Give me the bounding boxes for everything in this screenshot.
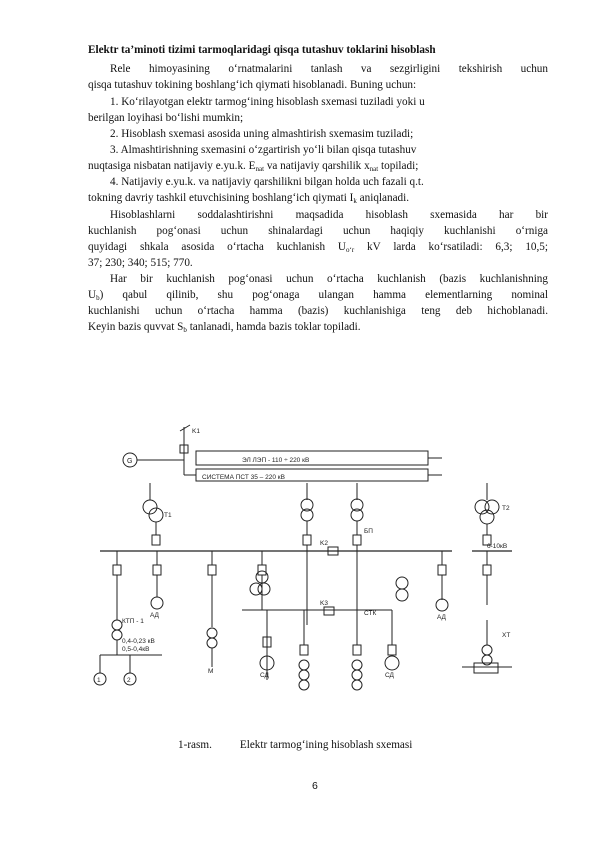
para1-text-b: kV larda ko‘rsatiladi: 6,3; 10,5; [354, 241, 549, 253]
intro-line-2: qisqa tutashuv tokining boshlang‘ich qiymati hisoblanadi. Buning uchun: [88, 79, 417, 91]
step-1-line-1: 1. Ko‘rilayotgan elektr tarmog‘ining hisoblash sxemasi tuziladi yoki u [110, 96, 425, 108]
step-3-text-c: topiladi; [378, 160, 419, 172]
step-4-line-1: 4. Natijaviy e.yu.k. va natijaviy qarshilikni bilgan holda uch fazali q.t. [110, 176, 424, 188]
label-k2: K2 [320, 540, 328, 547]
step-2-line-1: 2. Hisoblash sxemasi asosida uning almashtirish sxemasim tuziladi; [110, 128, 414, 140]
circuit-diagram [92, 405, 524, 697]
label-motor: М [208, 668, 214, 675]
label-ktp: КТП - 1 [122, 618, 144, 625]
label-6-10kv: 6-10кВ [487, 543, 508, 550]
label-xt: XT [502, 632, 511, 639]
subscript-b-1: b [96, 294, 100, 302]
step-3-text-b: va natijaviy qarshilik x [264, 160, 370, 172]
caption-text: Elektr tarmog‘ining hisoblash sxemasi [239, 739, 413, 751]
step-3-line-1: 3. Almashtirishning sxemasini o‘zgartirish yo‘li bilan qisqa tutashuv [110, 144, 417, 156]
step-3-text-a: nuqtasiga nisbatan natijaviy e.yu.k. E [88, 160, 256, 172]
label-node-1: 1 [97, 677, 101, 684]
label-k3: K3 [320, 600, 328, 607]
label-voltage-1: 0,4-0,23 кВ [122, 638, 155, 645]
label-stk: СТК [364, 610, 377, 617]
label-system: СИСТЕМА ПСТ 35 – 220 кВ [202, 474, 285, 481]
label-node-2: 2 [127, 677, 131, 684]
label-transmission-line: ЭЛ ЛЭП - 110 ÷ 220 кВ [242, 457, 310, 464]
para1-line-4: 37; 230; 340; 515; 770. [88, 257, 193, 269]
para2-line-4 [88, 319, 361, 338]
subscript-nat-2: nat [369, 165, 379, 173]
para2-text-b: ) qabul qilinib, shu pog‘onaga ulangan hamma elementlarning nominal [99, 289, 548, 301]
label-ad-2: АД [437, 614, 446, 621]
label-bp: БП [364, 528, 373, 535]
para1-line-1: Hisoblashlarni soddalashtirishni maqsadida hisoblash sxemasida har bir [110, 209, 548, 221]
label-sd-1: СД [260, 672, 269, 679]
caption-number: 1-rasm. [178, 739, 212, 751]
para2-text-d: tanlanadi, hamda bazis toklar topiladi. [186, 321, 361, 333]
step-1-line-2: berilgan loyihasi bo‘lishi mumkin; [88, 112, 244, 124]
page-number: 6 [312, 780, 318, 792]
label-sd-2: СД [385, 672, 394, 679]
para2-line-3: kuchlanishi uchun o‘rtacha hamma (bazis) kuchlanishiga teng deb hichoblanadi. [88, 305, 548, 317]
label-t2: T2 [502, 505, 510, 512]
subscript-or: o‘r [346, 246, 355, 254]
section-heading: Elektr ta’minoti tizimi tarmoqlaridagi qisqa tutashuv toklarini hisoblash [88, 44, 436, 56]
label-t1: T1 [164, 512, 172, 519]
label-generator: G [127, 458, 133, 465]
para1-line-2: kuchlanish pog‘onasi uchun shinalardagi uchun haqiqiy kuchlanishi o‘rniga [88, 225, 548, 237]
step-4-text-a: tokning davriy tashkil etuvchisining boshlang‘ich qiymati I [88, 192, 354, 204]
subscript-nat-1: nat [255, 165, 265, 173]
label-voltage-2: 0,5-0,4кВ [122, 646, 150, 653]
subscript-b-2: b [183, 326, 187, 334]
figure-caption [178, 739, 412, 751]
label-k1: K1 [192, 428, 200, 435]
para2-line-1: Har bir kuchlanish pog‘onasi uchun o‘rtacha kuchlanish (bazis kuchlanishning [110, 273, 548, 285]
step-4-text-b: aniqlanadi. [356, 192, 410, 204]
para2-text-c: Keyin bazis quvvat S [88, 321, 184, 333]
label-ad-1: АД [150, 612, 159, 619]
para1-text-a: quyidagi shkala asosida o‘rtacha kuchlanish U [88, 241, 347, 253]
para2-text-a: U [88, 289, 97, 301]
subscript-k: k [353, 197, 357, 205]
intro-line-1: Rele himoyasining o‘rnatmalarini tanlash va sezgirligini tekshirish uchun [110, 63, 548, 75]
